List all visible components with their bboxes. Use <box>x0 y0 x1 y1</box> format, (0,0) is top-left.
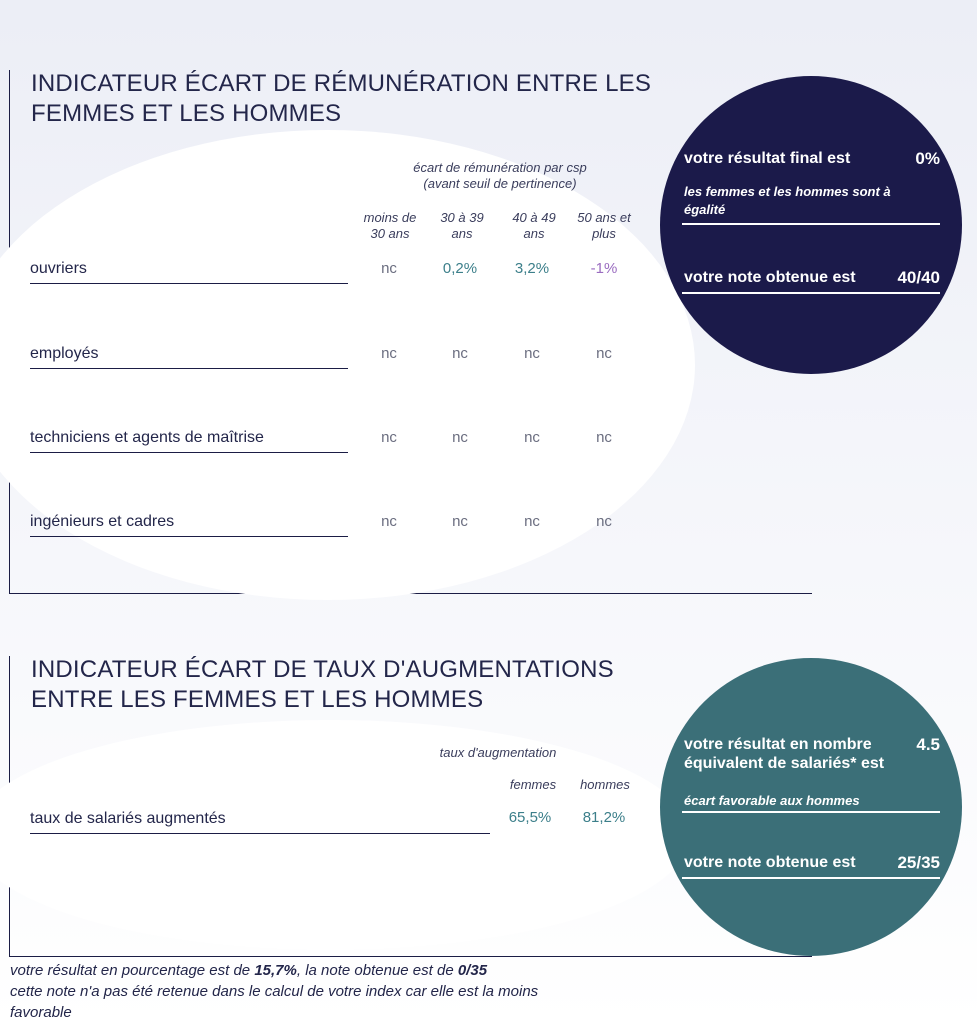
footer-note <box>10 960 710 1023</box>
row-techniciens-cell-2: nc <box>452 429 468 446</box>
divider <box>682 811 940 813</box>
column-header-women: femmes <box>509 777 557 792</box>
section2-title-line1: INDICATEUR ÉCART DE TAUX D'AUGMENTATIONS <box>31 656 614 683</box>
result-label-line1: votre résultat en nombre <box>684 736 872 753</box>
divider <box>682 292 940 294</box>
result-circle-augmentations <box>660 658 962 956</box>
row-label-employes: employés <box>30 344 348 369</box>
row-label-ingenieurs: ingénieurs et cadres <box>30 512 348 537</box>
section1-title <box>31 69 651 129</box>
subheader-line2: (avant seuil de pertinence) <box>423 176 577 191</box>
row-ingenieurs-cell-2: nc <box>452 513 468 530</box>
section1-title-line2: FEMMES ET LES HOMMES <box>31 100 342 127</box>
row-techniciens-cell-4: nc <box>596 429 612 446</box>
footer-line1 <box>10 960 710 981</box>
final-result-label: votre résultat final est <box>684 150 851 167</box>
row-label-ouvriers: ouvriers <box>30 259 348 284</box>
footer-line3: favorable <box>10 1004 72 1021</box>
column-header-30-39 <box>424 210 500 242</box>
final-result-note <box>684 183 944 219</box>
footer-text: , la note obtenue est de <box>296 962 458 979</box>
row-ouvriers-cell-1: nc <box>381 260 397 277</box>
section2-title-line2: ENTRE LES FEMMES ET LES HOMMES <box>31 686 484 713</box>
row-employes-cell-3: nc <box>524 345 540 362</box>
score-label: votre note obtenue est <box>684 854 856 871</box>
row-employes-cell-2: nc <box>452 345 468 362</box>
result-label-line2: équivalent de salariés* est <box>684 755 885 772</box>
column-header-line1: 50 ans et <box>577 210 631 225</box>
section1-title-line1: INDICATEUR ÉCART DE RÉMUNÉRATION ENTRE LES <box>31 70 652 97</box>
column-header-line1: moins de <box>363 210 417 225</box>
row-techniciens-cell-1: nc <box>381 429 397 446</box>
footer-score: 0/35 <box>457 962 488 979</box>
footer-line2: cette note n'a pas été retenue dans le calcul de votre index car elle est la moins <box>10 983 539 1000</box>
score-value: 25/35 <box>897 853 940 872</box>
divider <box>682 223 940 225</box>
row-ouvriers-cell-3: 3,2% <box>514 260 550 277</box>
column-header-men: hommes <box>580 777 630 792</box>
row-ouvriers-cell-2: 0,2% <box>442 260 478 277</box>
column-header-line2: plus <box>592 226 616 241</box>
column-header-line1: 40 à 49 <box>512 210 556 225</box>
section2-subheader: taux d'augmentation <box>439 745 557 760</box>
men-value: 81,2% <box>582 809 626 826</box>
score-value: 40/40 <box>897 268 940 287</box>
column-header-50-plus <box>566 210 642 242</box>
footer-percentage: 15,7% <box>254 962 297 979</box>
women-value: 65,5% <box>508 809 552 826</box>
row-ingenieurs-cell-1: nc <box>381 513 397 530</box>
subheader-line1: écart de rémunération par csp <box>413 160 587 175</box>
result-circle-remuneration <box>660 76 962 374</box>
note-line1: les femmes et les hommes sont à <box>684 184 891 199</box>
column-header-40-49 <box>496 210 572 242</box>
column-header-line1: 30 à 39 <box>440 210 484 225</box>
result-note: écart favorable aux hommes <box>684 793 860 808</box>
row-label-techniciens: techniciens et agents de maîtrise <box>30 428 348 453</box>
row-ouvriers-cell-4: -1% <box>590 260 618 277</box>
row-employes-cell-1: nc <box>381 345 397 362</box>
row-label-salaries-augmentes: taux de salariés augmentés <box>30 809 490 834</box>
column-header-line2: ans <box>451 226 473 241</box>
result-label <box>684 735 884 773</box>
row-ingenieurs-cell-3: nc <box>524 513 540 530</box>
column-header-line2: 30 ans <box>370 226 410 241</box>
row-techniciens-cell-3: nc <box>524 429 540 446</box>
final-result-value: 0% <box>915 149 940 168</box>
section2-title <box>31 655 614 715</box>
result-value: 4.5 <box>916 735 940 754</box>
score-label: votre note obtenue est <box>684 269 856 286</box>
divider <box>682 877 940 879</box>
column-header-line2: ans <box>523 226 545 241</box>
section1-subheader <box>380 160 620 192</box>
column-header-under-30 <box>352 210 428 242</box>
row-ingenieurs-cell-4: nc <box>596 513 612 530</box>
row-employes-cell-4: nc <box>596 345 612 362</box>
note-line2: égalité <box>684 202 726 217</box>
footer-text: votre résultat en pourcentage est de <box>10 962 255 979</box>
